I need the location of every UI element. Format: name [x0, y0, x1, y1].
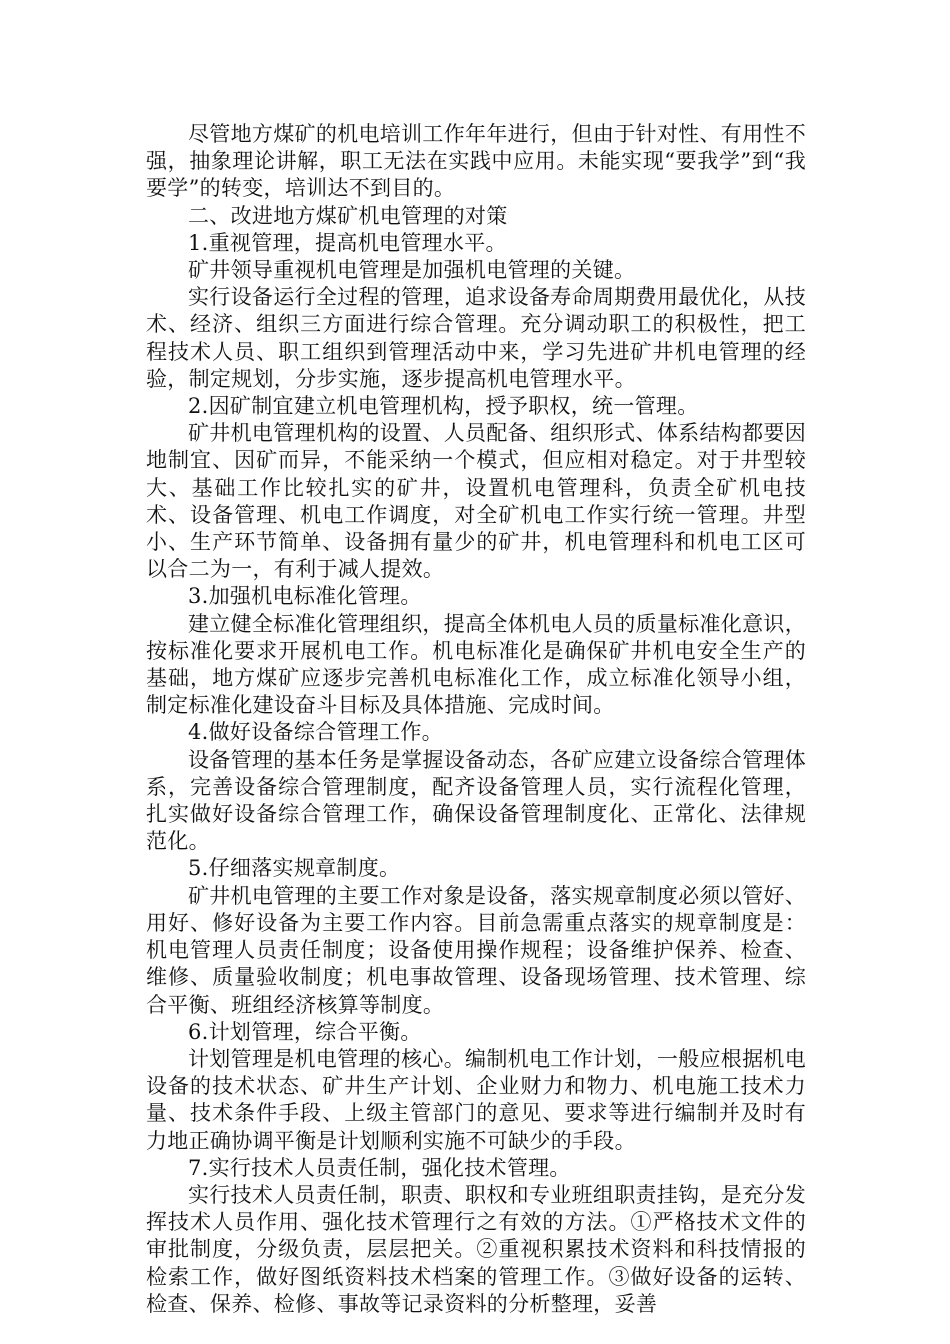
paragraph-5: 矿井机电管理的主要工作对象是设备，落实规章制度必须以管好、用好、修好设备为主要工作内容。目前急需重点落实的规章制度是：机电管理人员责任制度；设备使用操作规程；设备维护保养、检查、维修、质量验收制度；机电事故管理、设备现场管理、技术管理、综合平衡、班组经济核算等制度。 [146, 883, 806, 1017]
paragraph-1a: 矿井领导重视机电管理是加强机电管理的关键。 [188, 258, 636, 283]
paragraph-1b: 实行设备运行全过程的管理，追求设备寿命周期费用最优化，从技术、经济、组织三方面进行综合管理。充分调动职工的积极性，把工程技术人员、职工组织到管理活动中来，学习先进矿井机电管理的经验，制定规划，分步实施，逐步提高机电管理水平。 [146, 285, 806, 391]
subheading-1: 1.重视管理，提高机电管理水平。 [188, 230, 507, 255]
subheading-5: 5.仔细落实规章制度。 [188, 856, 401, 881]
subheading-6: 6.计划管理，综合平衡。 [188, 1019, 422, 1044]
document-body [146, 121, 806, 1318]
subheading-7: 7.实行技术人员责任制，强化技术管理。 [188, 1155, 571, 1180]
subheading-4: 4.做好设备综合管理工作。 [188, 720, 443, 745]
subheading-3: 3.加强机电标准化管理。 [188, 584, 422, 609]
paragraph-2: 矿井机电管理机构的设置、人员配备、组织形式、体系结构都要因地制宜、因矿而异，不能采纳一个模式，但应相对稳定。对于井型较大、基础工作比较扎实的矿井，设置机电管理科，负责全矿机电技术、设备管理、机电工作调度，对全矿机电工作实行统一管理。井型小、生产环节简单、设备拥有量少的矿井，机电管理科和机电工区可以合二为一，有利于减人提效。 [146, 421, 806, 582]
paragraph-3: 建立健全标准化管理组织，提高全体机电人员的质量标准化意识，按标准化要求开展机电工作。机电标准化是确保矿井机电安全生产的基础，地方煤矿应逐步完善机电标准化工作，成立标准化领导小组，制定标准化建设奋斗目标及具体措施、完成时间。 [146, 611, 806, 718]
subheading-2: 2.因矿制宜建立机电管理机构，授予职权，统一管理。 [188, 394, 699, 419]
paragraph-training-problem: 尽管地方煤矿的机电培训工作年年进行，但由于针对性、有用性不强，抽象理论讲解，职工无法在实践中应用。未能实现“要我学”到“我要学”的转变，培训达不到目的。 [146, 122, 806, 201]
paragraph-7: 实行技术人员责任制，职责、职权和专业班组职责挂钩，是充分发挥技术人员作用、强化技术管理行之有效的方法。①严格技术文件的审批制度，分级负责，层层把关。②重视积累技术资料和科技情报的检索工作，做好图纸资料技术档案的管理工作。③做好设备的运转、检查、保养、检修、事故等记录资料的分析整理，妥善 [146, 1182, 806, 1316]
section-heading-countermeasures: 二、改进地方煤矿机电管理的对策 [188, 203, 508, 228]
paragraph-4: 设备管理的基本任务是掌握设备动态，各矿应建立设备综合管理体系，完善设备综合管理制度，配齐设备管理人员，实行流程化管理，扎实做好设备综合管理工作，确保设备管理制度化、正常化、法律规范化。 [146, 747, 806, 854]
paragraph-6: 计划管理是机电管理的核心。编制机电工作计划，一般应根据机电设备的技术状态、矿井生产计划、企业财力和物力、机电施工技术力量、技术条件手段、上级主管部门的意见、要求等进行编制并及时有力地正确协调平衡是计划顺利实施不可缺少的手段。 [146, 1046, 806, 1153]
